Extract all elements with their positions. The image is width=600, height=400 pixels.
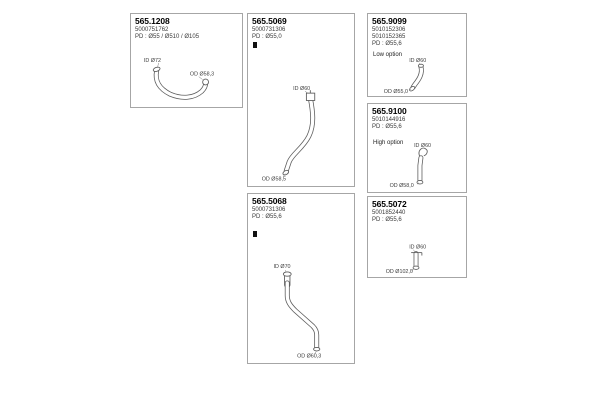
oe-reference: 5000751762 [135, 26, 169, 33]
pipe-top-label: ID Ø60 [293, 86, 311, 93]
pipe-bottom-label: OD Ø58,5 [261, 176, 286, 183]
oe-reference: 5001852440 [372, 209, 406, 216]
part-panel-565-5072 [367, 196, 467, 278]
part-panel-565-9100 [367, 103, 467, 193]
spec-line: PD : Ø55,6 [372, 40, 402, 47]
pipe-top-label: ID Ø60 [409, 244, 427, 251]
pipe-bottom-label: OD Ø58,0 [389, 183, 414, 190]
spec-line: PD : Ø55,6 [372, 123, 402, 130]
oe-reference: 5000731306 [252, 26, 286, 33]
part-number: 565.5068 [252, 196, 287, 206]
oe-reference: 5010152365 [372, 33, 406, 40]
pipe-bottom-label: OD Ø58,3 [189, 71, 215, 78]
pipe-top-label: ID Ø60 [414, 143, 432, 150]
option-label: High option [373, 140, 404, 146]
spec-line: PD : Ø55,6 [372, 216, 402, 223]
part-number: 565.9099 [372, 16, 407, 26]
oe-reference: 5010144916 [372, 116, 406, 123]
pipe-top-label: ID Ø60 [409, 57, 427, 64]
spec-line: PD : Ø55,6 [252, 213, 282, 220]
part-number: 565.5072 [372, 199, 407, 209]
pipe-bottom-label: OD Ø102,0 [385, 269, 413, 276]
part-number: 565.1208 [135, 16, 170, 26]
pipe-bottom-label: OD Ø55,0 [383, 89, 408, 96]
option-label: Low option [373, 52, 403, 58]
pipe-drawing [368, 104, 466, 192]
pipe-drawing [248, 14, 354, 186]
pipe-drawing [131, 14, 242, 107]
pipe-drawing [368, 197, 466, 277]
pipe-top-label: ID Ø72 [143, 57, 161, 64]
part-panel-565-1208 [130, 13, 243, 108]
part-number: 565.9100 [372, 106, 407, 116]
part-panel-565-5069 [247, 13, 355, 187]
spec-line: PD : Ø55 / Ø510 / Ø105 [135, 33, 200, 40]
pipe-top-label: ID Ø70 [273, 264, 291, 271]
pipe-bottom-label: OD Ø60,3 [297, 353, 322, 360]
part-panel-565-5068 [247, 193, 355, 364]
oe-reference: 5000731306 [252, 206, 286, 213]
part-number: 565.5069 [252, 16, 287, 26]
oe-reference: 5010152306 [372, 26, 406, 33]
pipe-drawing [368, 14, 466, 96]
part-panel-565-9099 [367, 13, 467, 97]
pipe-drawing [248, 194, 354, 363]
spec-line: PD : Ø55,0 [252, 33, 282, 40]
